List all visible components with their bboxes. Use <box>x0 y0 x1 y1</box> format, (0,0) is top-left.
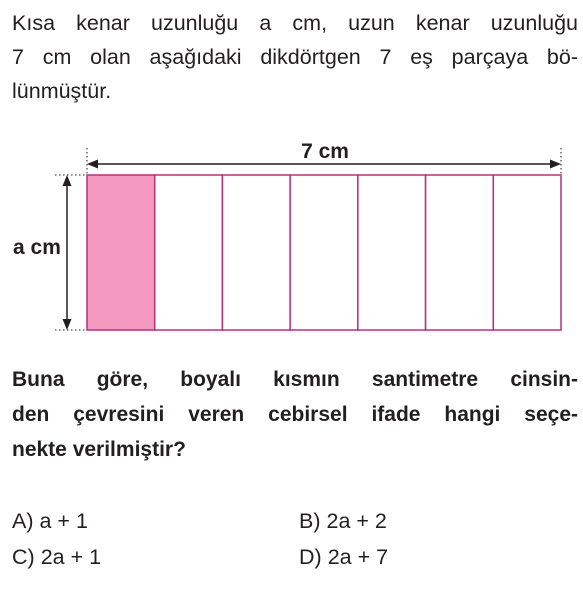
unshaded-part <box>155 175 223 330</box>
prompt-line-3: nekte verilmiştir? <box>12 438 186 461</box>
shaded-part <box>87 175 155 330</box>
prompt-line-1: Buna göre, boyalı kısmın santimetre cinsin- <box>12 368 578 391</box>
rectangle-parts <box>87 175 561 330</box>
option-c-text: 2a + 1 <box>40 545 102 569</box>
option-d-text: 2a + 7 <box>327 545 389 569</box>
option-b-text: 2a + 2 <box>326 509 387 533</box>
unshaded-part <box>222 175 290 330</box>
unshaded-part <box>290 175 358 330</box>
option-d-letter: D) <box>299 545 322 569</box>
option-a-text: a + 1 <box>39 509 88 533</box>
unshaded-part <box>358 175 426 330</box>
width-label: 7 cm <box>301 140 349 163</box>
question-prompt <box>12 362 578 467</box>
option-c[interactable] <box>12 544 101 570</box>
prompt-line-2: den çevresini veren cebirsel ifade hangi seçe- <box>12 403 578 426</box>
option-b[interactable] <box>299 508 387 534</box>
option-b-letter: B) <box>299 509 321 533</box>
height-dimension-arrow <box>63 175 72 330</box>
option-a[interactable] <box>12 508 88 534</box>
option-c-letter: C) <box>12 545 35 569</box>
unshaded-part <box>493 175 561 330</box>
option-d[interactable] <box>299 544 388 570</box>
height-label: a cm <box>13 236 61 259</box>
intro-line-3: lünmüştür. <box>12 79 112 103</box>
intro-line-2: 7 cm olan aşağıdaki dikdörtgen 7 eş parçaya bö- <box>12 45 578 69</box>
unshaded-part <box>426 175 494 330</box>
intro-line-1: Kısa kenar uzunluğu a cm, uzun kenar uzunluğu <box>12 11 578 35</box>
option-a-letter: A) <box>12 509 34 533</box>
